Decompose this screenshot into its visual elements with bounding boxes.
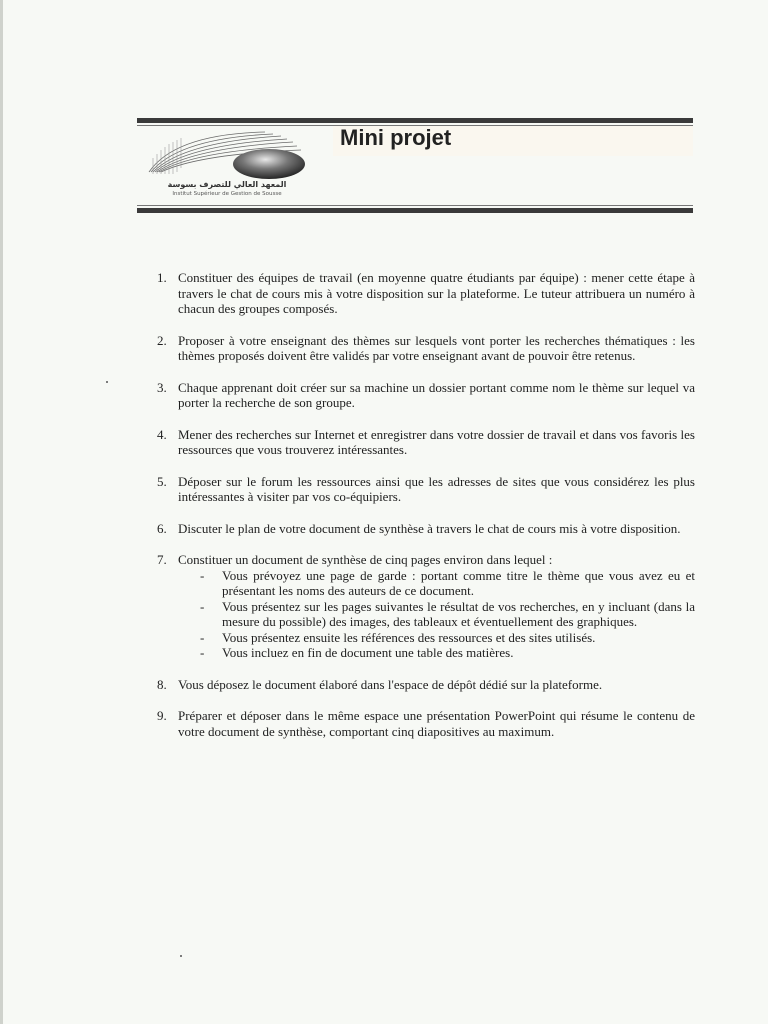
list-item [150, 380, 695, 411]
sub-item-text: Vous incluez en fin de document une table des matières. [222, 645, 514, 660]
item-number: 2. [157, 332, 167, 348]
list-item [150, 708, 695, 739]
sub-list-item [178, 630, 695, 646]
item-text: Préparer et déposer dans le même espace une présentation PowerPoint qui résume le contenu de votre document de synthèse, comportant cinq diapositives au maximum. [178, 708, 695, 739]
sub-list-item [178, 568, 695, 599]
dash-bullet: - [200, 598, 205, 614]
item-text: Discuter le plan de votre document de synthèse à travers le chat de cours mis à votre disposition. [178, 520, 681, 536]
scan-speck [180, 955, 182, 957]
dash-bullet: - [200, 629, 205, 645]
dash-bullet: - [200, 645, 205, 660]
list-item [150, 270, 695, 317]
logo-caption-french: Institut Supérieur de Gestion de Sousse [172, 191, 282, 197]
item-number: 3. [157, 379, 167, 395]
header-rule-bottom [137, 208, 693, 213]
item-text: Chaque apprenant doit créer sur sa machine un dossier portant comme nom le thème sur lequel va porter la recherche de son groupe. [178, 379, 695, 410]
logo-caption-arabic: المعهد العالي للتصرف بسوسة [167, 180, 287, 189]
header-rule-thin-bottom [137, 205, 693, 206]
list-item [150, 677, 695, 693]
sub-item-text: Vous présentez ensuite les références des ressources et des sites utilisés. [222, 629, 596, 645]
item-number: 9. [157, 708, 167, 723]
page-title: Mini projet [340, 125, 452, 150]
item-text: Proposer à votre enseignant des thèmes sur lesquels vont porter les recherches thématiques : les thèmes proposés doivent être validés par votre enseignant avant de pouvoir être retenus. [178, 332, 695, 363]
item-text: Constituer des équipes de travail (en moyenne quatre étudiants par équipe) : mener cette étape à travers le chat de cours mis à votre disposition sur la plateforme. Le tuteur attribuera un numéro à chacun des groupes composés. [178, 270, 695, 316]
page-edge [0, 0, 3, 1024]
list-item [150, 521, 695, 537]
item-text: Mener des recherches sur Internet et enregistrer dans votre dossier de travail et dans vos favoris les ressources que vous trouverez intéressantes. [178, 426, 695, 457]
item-number: 4. [157, 426, 167, 442]
sub-item-text: Vous présentez sur les pages suivantes le résultat de vos recherches, en y incluant (dans la mesure du possible) des images, des tableaux et éventuellement des graphiques. [222, 598, 695, 629]
scan-speck [106, 381, 108, 383]
sub-item-text: Vous prévoyez une page de garde : portant comme titre le thème que vous avez eu et présentant les noms des auteurs de ce document. [222, 567, 695, 598]
list-item [150, 552, 695, 661]
item-number: 5. [157, 473, 167, 489]
sub-list [178, 568, 695, 661]
sub-list-item [178, 645, 695, 661]
header-rule-top [137, 118, 693, 123]
instruction-list [150, 270, 695, 755]
sub-list-item [178, 599, 695, 630]
item-number: 6. [157, 520, 167, 536]
item-text: Constituer un document de synthèse de cinq pages environ dans lequel : [178, 552, 553, 567]
dash-bullet: - [200, 567, 205, 583]
document-header [137, 118, 693, 216]
item-number: 7. [157, 552, 167, 567]
list-item [150, 427, 695, 458]
item-number: 1. [157, 270, 167, 285]
item-text: Déposer sur le forum les ressources ainsi que les adresses de sites que vous considérez les plus intéressantes à visiter par vos co-équipiers. [178, 473, 695, 504]
item-text: Vous déposez le document élaboré dans l'espace de dépôt dédié sur la plateforme. [178, 676, 603, 692]
item-number: 8. [157, 676, 167, 692]
list-item [150, 333, 695, 364]
list-item [150, 474, 695, 505]
